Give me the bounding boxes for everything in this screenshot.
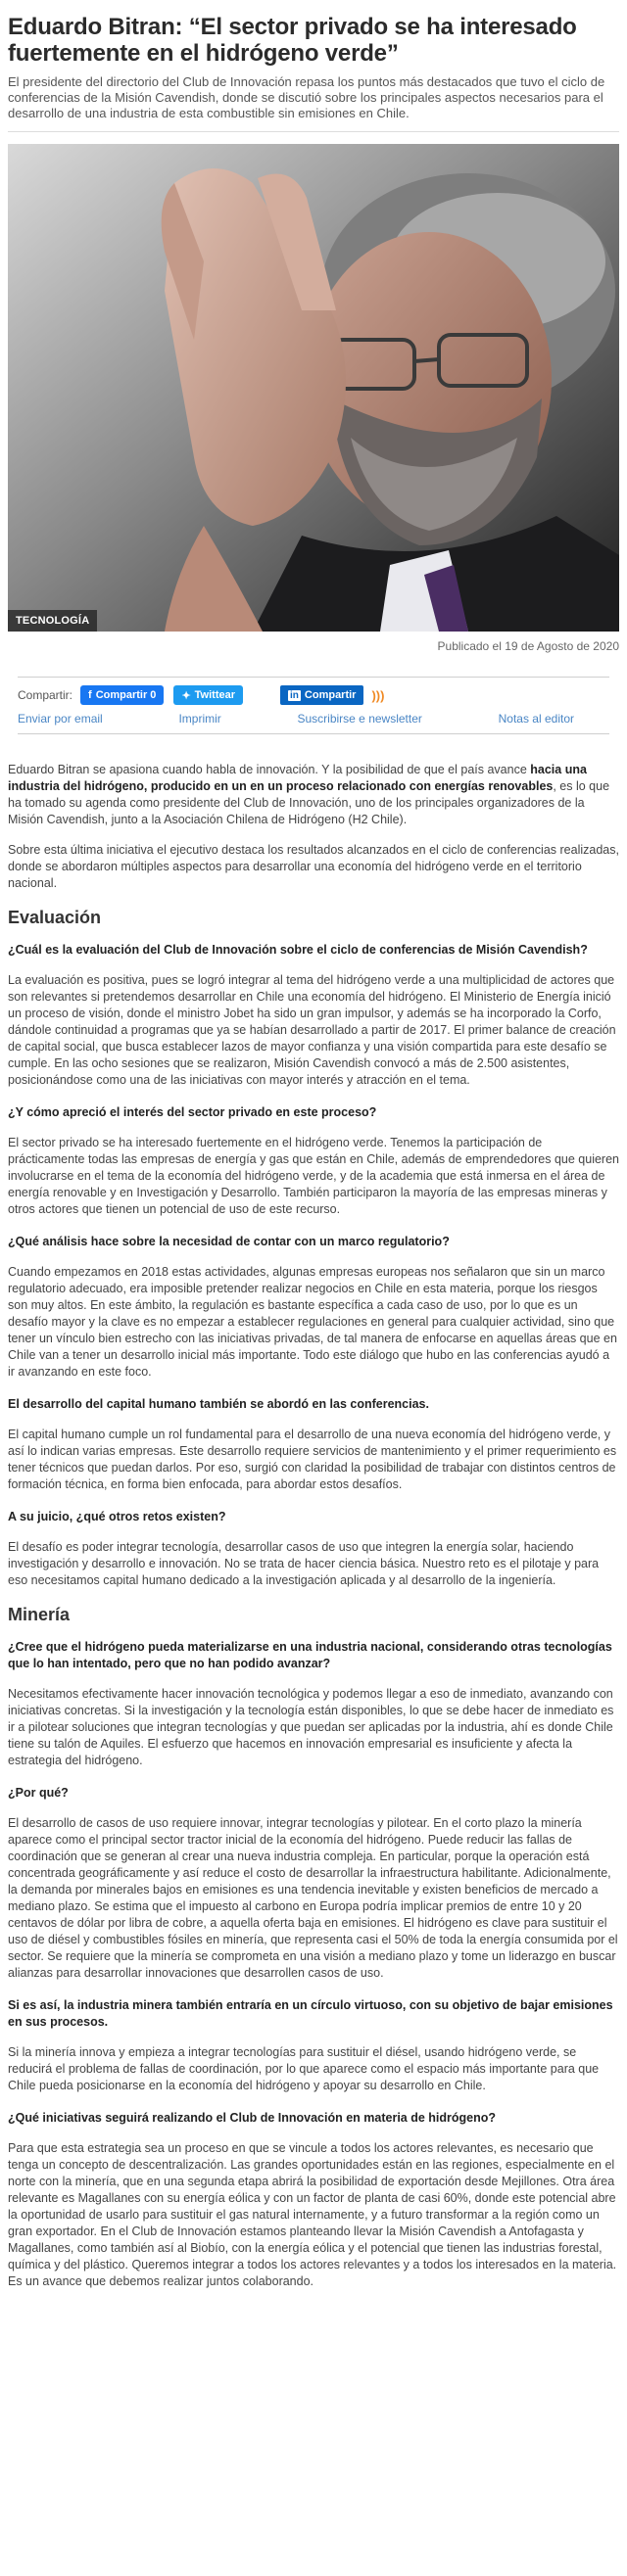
question: ¿Por qué?	[8, 1786, 69, 1800]
answer: Cuando empezamos en 2018 estas actividades, algunas empresas europeas nos señalaron que sin un marco regulatorio adecuado, era imposible pretender realizar negocios en Chile en esta materia, porque los riesgos son muy altos. En este ámbito, la regulación es bastante específica a cada caso de uso, por lo que es un desafío mayor y la clave es no empezar a establecer regulaciones en general para cualquier actividad, sino que tener un vínculo bien estrecho con las iniciativas privadas, de tal manera de enfocarse en aquellas áreas que en Chile van a tener un desarrollo inicial más importante. Todo este diálogo que hubo en las conferencias ayudó a ir avanzando en este foco.	[8, 1265, 617, 1379]
intro-text-end: , es lo que ha tomado su agenda como presidente del Club de Innovación, uno de los principales organizadores de la Misión Cavendish, junto a la Asociación Chilena de Hidrógeno (H2 Chile).	[8, 779, 610, 826]
question: A su juicio, ¿qué otros retos existen?	[8, 1510, 226, 1523]
answer: Necesitamos efectivamente hacer innovación tecnológica y podemos llegar a eso de inmediato, avanzando con iniciativas concretas. Si la investigación y la tecnología están disponibles, lo que se debe hacer de inmediato es ir a pilotear soluciones que integran tecnologías y que puedan ser aplicadas por la industria, ahí es donde Chile tiene su talón de Aquiles. El esfuerzo que hacemos en innovación empresarial es insuficiente y afecta la estrategia del hidrógeno.	[8, 1687, 614, 1767]
answer: La evaluación es positiva, pues se logró integrar al tema del hidrógeno verde a una multiplicidad de actores que son relevantes si pretendemos desarrollar en Chile una economía del hidrógeno. El Ministerio de Energía inició un proceso de visión, donde el ministro Jobet ha sido un gran impulsor, y además se ha incorporado la Corfo, dándole continuidad a programas que ya se habían desarrollado a partir de 2017. El primer balance de creación de capital social, que busca establecer lazos de mayor confianza y una visión compartida para este desafío se cumple. En las ocho sesiones que se realizaron, Misión Cavendish convocó a más de 2.500 asistentes, posicionándose como una de las iniciativas con mayor interés y atracción en el tema.	[8, 973, 616, 1087]
rss-icon[interactable]: )))	[371, 687, 385, 703]
facebook-icon: f	[88, 689, 92, 701]
share-buttons-row	[18, 685, 609, 705]
question: El desarrollo del capital humano también se abordó en las conferencias.	[8, 1397, 429, 1411]
intro-paragraph	[8, 762, 619, 828]
section-heading-evaluacion: Evaluación	[8, 908, 102, 927]
category-tag[interactable]: TECNOLOGÍA	[8, 610, 97, 632]
question: ¿Cuál es la evaluación del Club de Innovación sobre el ciclo de conferencias de Misión Cavendish?	[8, 943, 588, 957]
intro-highlight: hacia una industria del hidrógeno, producido en un en un proceso relacionado con energías renovables	[8, 763, 587, 793]
article-title: Eduardo Bitran: “El sector privado se ha interesado fuertemente en el hidrógeno verde”	[8, 14, 577, 67]
publish-date: Publicado el 19 de Agosto de 2020	[437, 639, 619, 653]
share-links-row	[18, 712, 609, 726]
answer: El capital humano cumple un rol fundamental para el desarrollo de una nueva economía del hidrógeno verde, y así lo indican varias empresas. Este desarrollo requiere servicios de mantenimiento y el primer requerimiento es tener técnicos que puedan darlos. Por eso, surgió con claridad la posibilidad de trabajar con distintos centros de formación técnica, en forma bien enfocada, para abordar estos desafíos.	[8, 1428, 617, 1491]
print-link[interactable]: Imprimir	[178, 712, 221, 726]
facebook-share-label: Compartir 0	[95, 689, 157, 701]
linkedin-share-button[interactable]	[280, 685, 363, 705]
answer: Si la minería innova y empieza a integrar tecnologías para sustituir el diésel, usando hidrógeno verde, se reducirá el problema de fallas de coordinación, por lo que aparece como el espacio más importante para que Chile pueda posicionarse en la economía del hidrógeno y apoyar su desarrollo en Chile.	[8, 2045, 600, 2092]
hero-image	[8, 144, 619, 632]
question: ¿Cree que el hidrógeno pueda materializarse en una industria nacional, considerando otras tecnologías que lo han intentado, pero que no han podido avanzar?	[8, 1640, 612, 1670]
answer: El desarrollo de casos de uso requiere innovar, integrar tecnologías y pilotear. En el corto plazo la minería aparece como el principal sector tractor inicial de la economía del hidrógeno. Puede reducir las fallas de coordinación que se generan al crear una nueva industria compleja. En particular, porque la operación está concentrada geográficamente y así reduce el costo de desarrollar la infraestructura habilitante. Adicionalmente, la demanda por minerales bajos en emisiones es una tendencia inevitable y existen beneficios de mercado a mediano plazo. Se estima que el impuesto al carbono en Europa podría implicar premios de entre 10 y 20 centavos de dólar por libra de cobre, a aquella oferta baja en emisiones. El hidrógeno es clave para sustituir el uso de diésel y combustibles fósiles en minería, que representa casi el 50% de toda la energía consumida por el sector. Se requiere que la minería se comprometa en una visión a mediano plazo y tome un liderazgo en buscar alianzas para desarrollar innovaciones que desarrollen casos de uso.	[8, 1816, 618, 1980]
intro-text: Eduardo Bitran se apasiona cuando habla de innovación. Y la posibilidad de que el país avance	[8, 763, 531, 776]
twitter-share-label: Twittear	[194, 689, 236, 701]
article-body	[8, 762, 619, 2290]
article-page	[0, 14, 627, 2290]
editor-notes-link[interactable]: Notas al editor	[498, 712, 574, 726]
question: Si es así, la industria minera también entraría en un círculo virtuoso, con su objetivo de bajar emisiones en sus procesos.	[8, 1998, 613, 2029]
question: ¿Y cómo apreció el interés del sector privado en este proceso?	[8, 1105, 377, 1119]
intro-paragraph-2: Sobre esta última iniciativa el ejecutivo destaca los resultados alcanzados en el ciclo de conferencias realizadas, donde se abordaron múltiples aspectos para desarrollar una economía del hidrógeno verde en el territorio nacional.	[8, 843, 619, 890]
answer: El sector privado se ha interesado fuertemente en el hidrógeno verde. Tenemos la participación de prácticamente todas las empresas de energía y gas que están en Chile, además de emprendedores que quieren involucrarse en el tema de la economía del hidrógeno verde, y de la academia que está inmersa en el área de energía renovable y en Investigación y Desarrollo. También participaron la mayoría de las empresas mineras y otros actores que tienen un potencial de uso de este recurso.	[8, 1136, 619, 1216]
facebook-share-button[interactable]	[80, 685, 164, 705]
linkedin-icon: in	[290, 689, 299, 701]
share-label: Compartir:	[18, 688, 73, 702]
newsletter-link[interactable]: Suscribirse e newsletter	[297, 712, 422, 726]
section-heading-mineria: Minería	[8, 1605, 71, 1624]
twitter-icon: ✦	[181, 689, 191, 702]
twitter-share-button[interactable]	[173, 685, 243, 705]
question: ¿Qué iniciativas seguirá realizando el Club de Innovación en materia de hidrógeno?	[8, 2111, 497, 2125]
portrait-photo	[8, 144, 619, 632]
article-lead: El presidente del directorio del Club de Innovación repasa los puntos más destacados que tuvo el ciclo de conferencias de la Misión Cavendish, donde se discutió sobre los principales aspectos necesarios para el desarrollo de una industria de esta combustible sin emisiones en Chile.	[8, 74, 619, 132]
email-link[interactable]: Enviar por email	[18, 712, 103, 726]
linkedin-share-label: Compartir	[304, 689, 357, 701]
answer: Para que esta estrategia sea un proceso en que se vincule a todos los actores relevantes, es necesario que tenga un concepto de descentralización. Las grandes oportunidades están en las regiones, especialmente en el norte con la minería, que en una segunda etapa abrirá la posibilidad de exportación desde Mejillones. Otra área relevante es Magallanes con su energía eólica y con un factor de planta de casi 60%, donde este potencial abre la oportunidad de usarlo para sustituir el gas natural internamente, y a futuro transformar a la región como un gran exportador. En el Club de Innovación estamos planteando llevar la Misión Cavendish a Antofagasta y Magallanes, como también así al Biobío, con la energía eólica y el potencial que tienen las industrias forestal, química y del plástico. Queremos integrar a todos los actores relevantes y a todos los interesados en la materia. Es un avance que debemos realizar juntos colaborando.	[8, 2141, 617, 2288]
share-bar	[18, 677, 609, 734]
answer: El desafío es poder integrar tecnología, desarrollar casos de uso que integren la energía solar, haciendo investigación y desarrollo e innovación. No se trata de hacer ciencia básica. Nuestro reto es el pilotaje y para eso necesitamos capital humano dedicado a la investigación aplicada y al desarrollo de la ingeniería.	[8, 1540, 600, 1587]
question: ¿Qué análisis hace sobre la necesidad de contar con un marco regulatorio?	[8, 1235, 450, 1248]
